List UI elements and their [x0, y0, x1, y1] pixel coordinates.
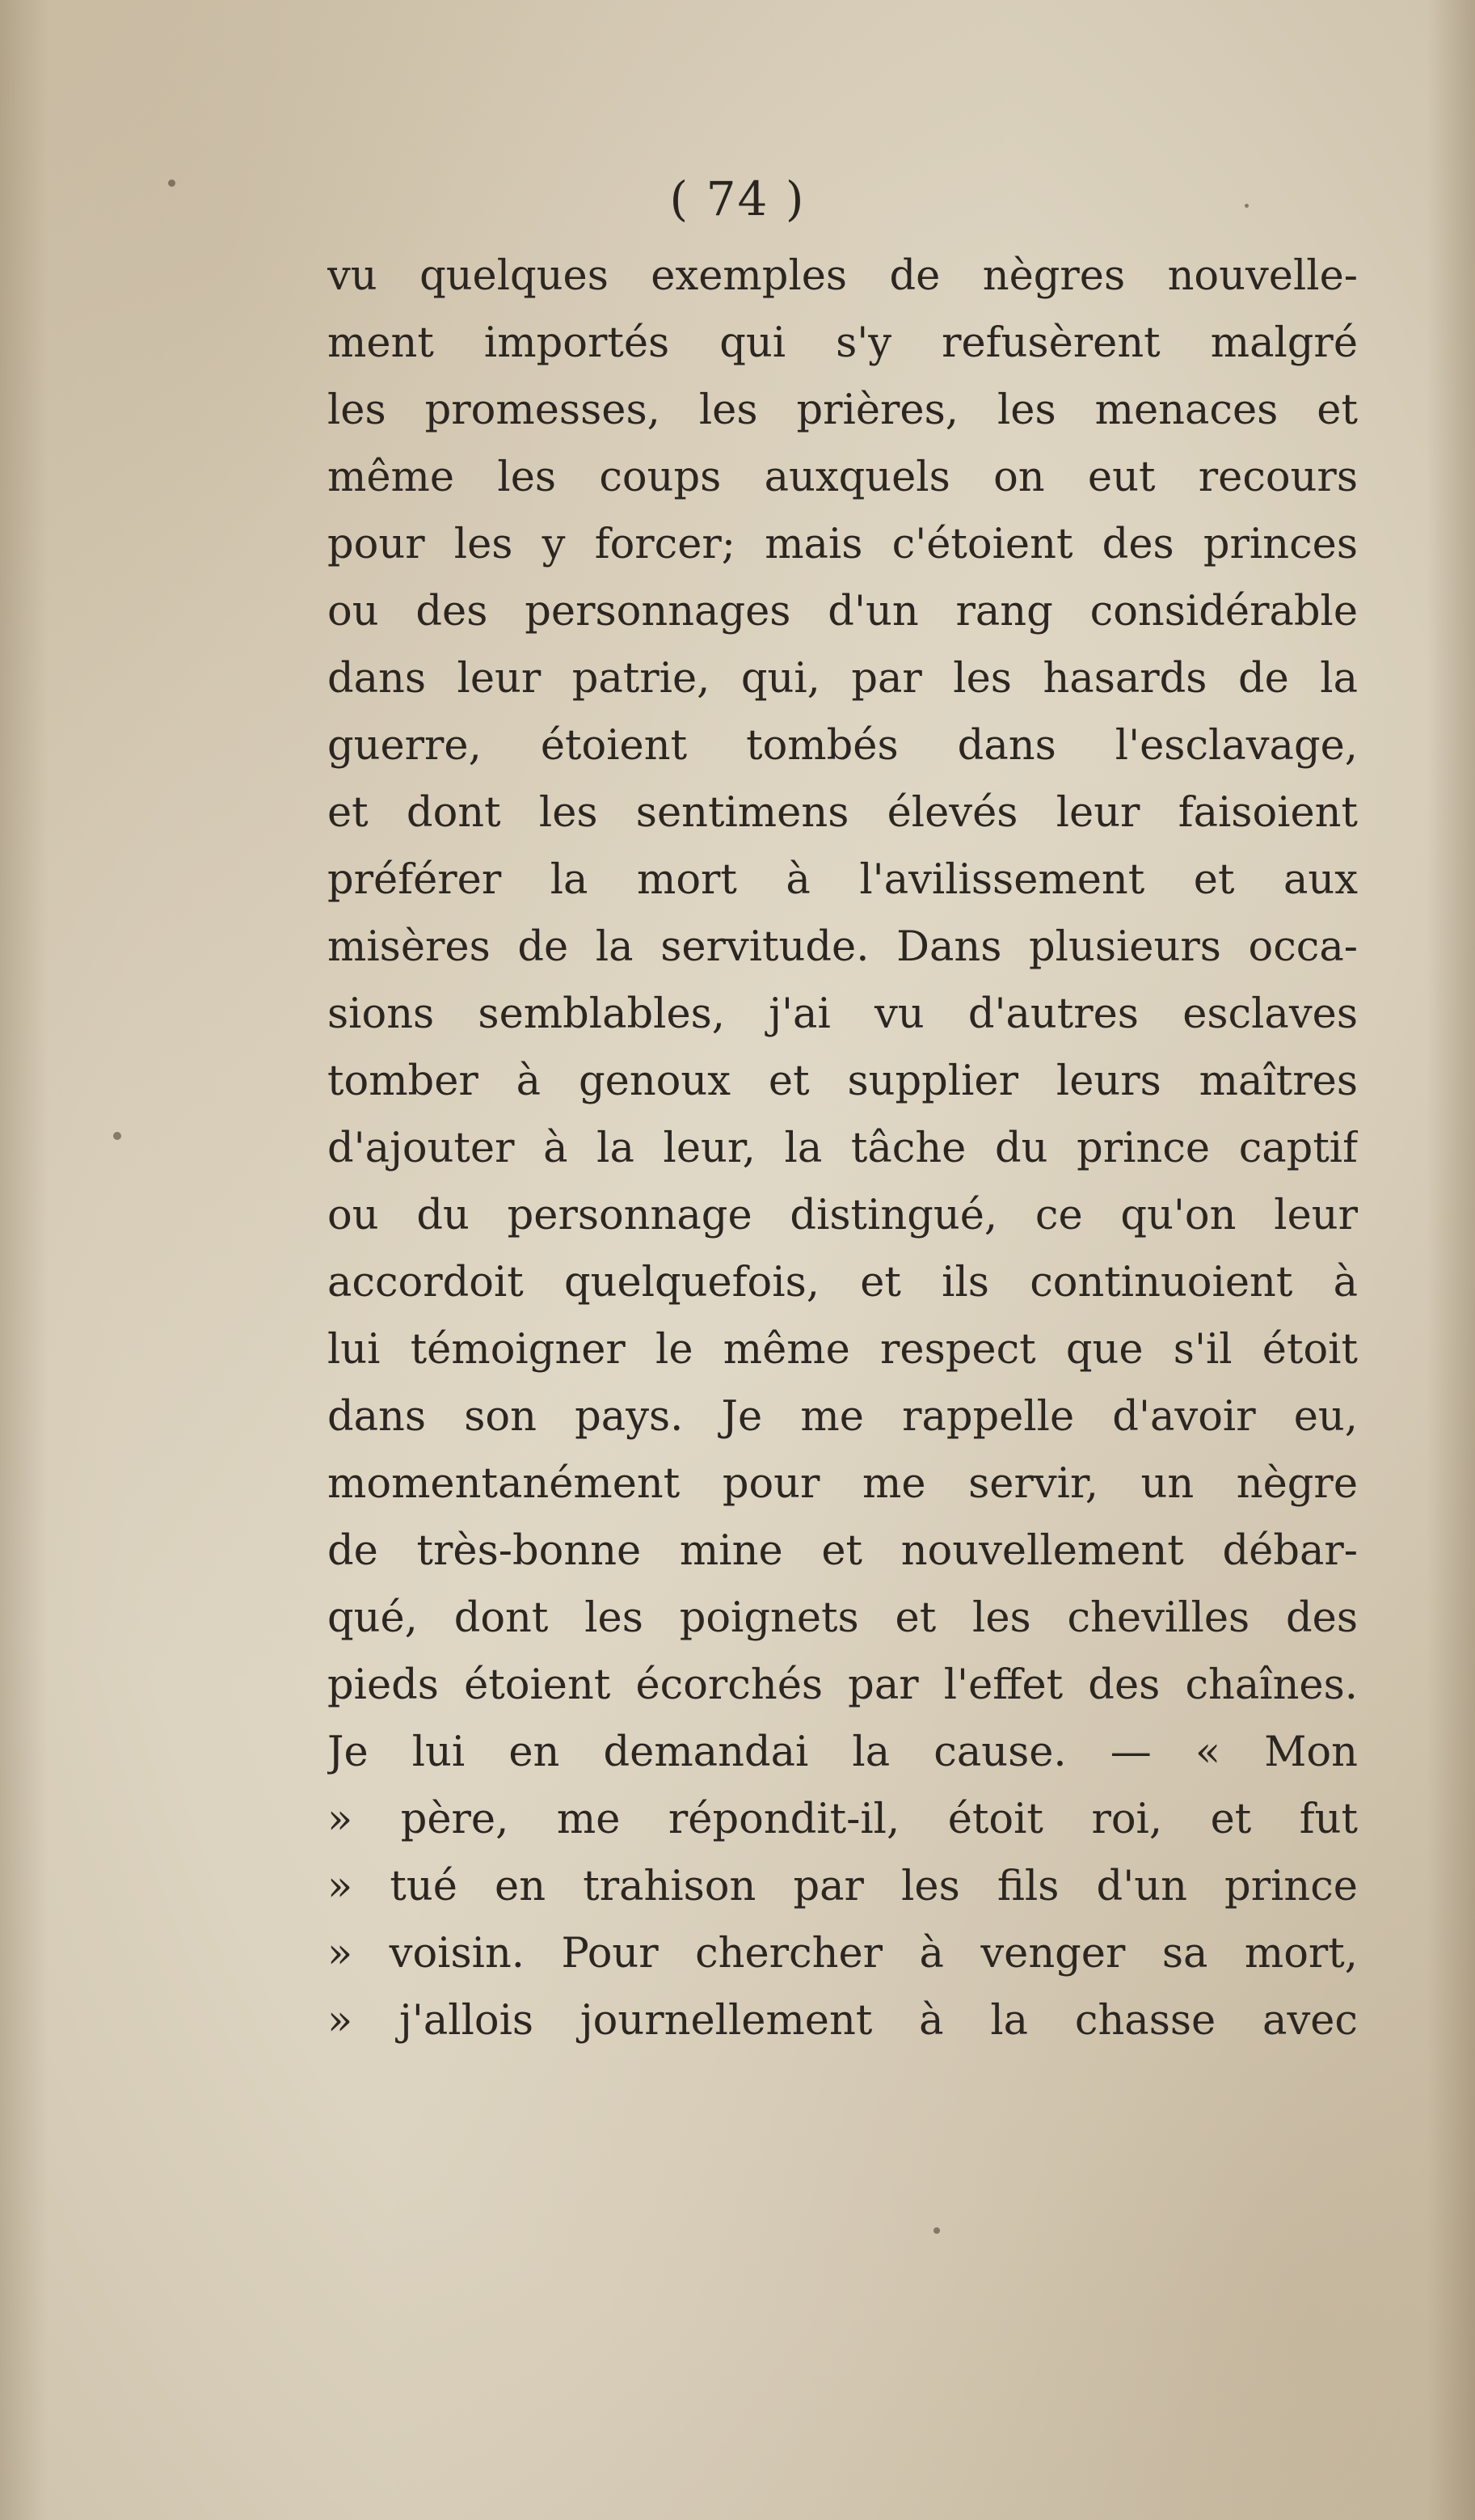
text-line: ou des personnages d'un rang considérable	[327, 588, 1358, 635]
page-edge-shadow-right	[1427, 0, 1475, 2520]
paper-speck	[113, 1132, 121, 1140]
text-line: vu quelques exemples de nègres nouvelle-	[327, 252, 1358, 300]
text-line: qué, dont les poignets et les chevilles des	[327, 1594, 1358, 1642]
page-number: ( 74 )	[669, 171, 806, 226]
text-line: ou du personnage distingué, ce qu'on leur	[327, 1192, 1358, 1239]
text-line: même les coups auxquels on eut recours	[327, 454, 1358, 501]
text-line: lui témoigner le même respect que s'il étoit	[327, 1326, 1358, 1374]
text-line: » tué en trahison par les fils d'un prince	[327, 1863, 1358, 1910]
text-line: ment importés qui s'y refusèrent malgré	[327, 319, 1358, 367]
text-line: dans son pays. Je me rappelle d'avoir eu,	[327, 1393, 1358, 1441]
text-line: les promesses, les prières, les menaces et	[327, 386, 1358, 434]
page-edge-shadow-left	[0, 0, 48, 2520]
text-line: pour les y forcer; mais c'étoient des princes	[327, 521, 1358, 568]
paper-speck	[933, 2227, 940, 2234]
text-line: momentanément pour me servir, un nègre	[327, 1460, 1358, 1508]
text-line: » j'allois journellement à la chasse avec	[327, 1997, 1358, 2045]
text-line: dans leur patrie, qui, par les hasards de la	[327, 655, 1358, 703]
text-line: Je lui en demandai la cause. — « Mon	[327, 1729, 1358, 1776]
text-line: d'ajouter à la leur, la tâche du prince captif	[327, 1125, 1358, 1172]
text-line: et dont les sentimens élevés leur faisoient	[327, 789, 1358, 837]
text-line: préférer la mort à l'avilissement et aux	[327, 856, 1358, 904]
text-line: misères de la servitude. Dans plusieurs occa-	[327, 923, 1358, 971]
text-line: sions semblables, j'ai vu d'autres esclaves	[327, 990, 1358, 1038]
text-line: » père, me répondit-il, étoit roi, et fut	[327, 1796, 1358, 1843]
text-line: » voisin. Pour chercher à venger sa mort,	[327, 1930, 1358, 1978]
text-line: pieds étoient écorchés par l'effet des chaînes.	[327, 1661, 1358, 1709]
text-line: tomber à genoux et supplier leurs maîtres	[327, 1057, 1358, 1105]
text-line: guerre, étoient tombés dans l'esclavage,	[327, 722, 1358, 770]
text-line: accordoit quelquefois, et ils continuoient à	[327, 1259, 1358, 1306]
body-text	[327, 243, 1358, 2054]
text-line: de très-bonne mine et nouvellement débar-	[327, 1527, 1358, 1575]
